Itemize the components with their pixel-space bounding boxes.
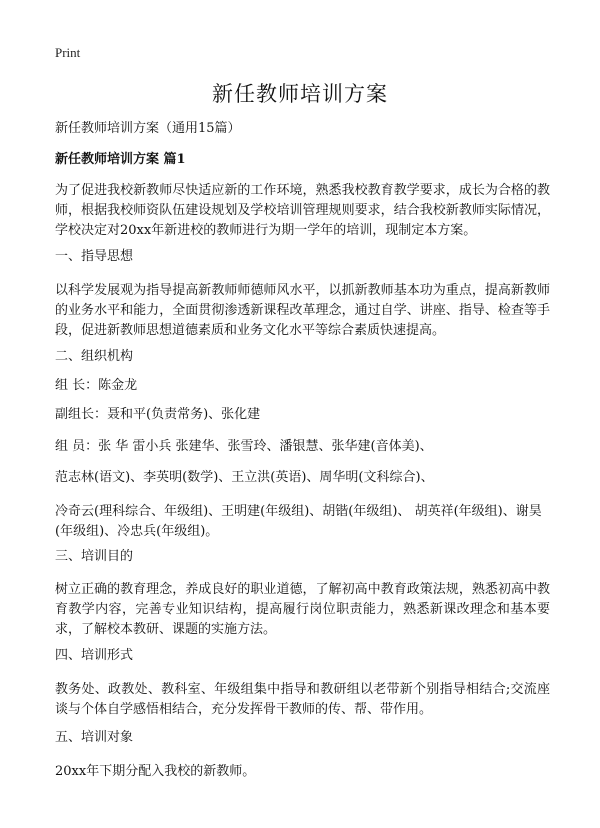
- heading-training-target: 五、培训对象: [55, 730, 134, 745]
- page-title: 新任教师培训方案: [212, 82, 388, 106]
- heading-training-format: 四、培训形式: [55, 648, 134, 663]
- vice-group-leader: 副组长：聂和平(负责常务)、张化建: [55, 407, 261, 422]
- training-purpose-paragraph: 树立正确的教育理念，养成良好的职业道德，了解初高中教育政策法规，熟悉初高中教育教学内容，完善专业知识结构，提高履行岗位职责能力，熟悉新课改理念和基本要求，了解校本教研、课题的实施方法。: [55, 582, 550, 637]
- guiding-ideology-paragraph: 以科学发展观为指导提高新教师师德师风水平，以抓新教师基本功为重点，提高新教师的业务水平和能力，全面贯彻渗透新课程改革理念，通过自学、讲座、指导、检查等手段，促进新教师思想道德素质和业务文化水平等综合素质快速提高。: [55, 283, 550, 338]
- training-format-paragraph: 教务处、政教处、教科室、年级组集中指导和教研组以老带新个别指导相结合;交流座谈与个体自学感悟相结合，充分发挥骨干教师的传、帮、带作用。: [55, 682, 550, 717]
- group-leader: 组 长：陈金龙: [55, 378, 138, 393]
- document-subtitle: 新任教师培训方案（通用15篇）: [55, 121, 241, 136]
- group-members-line-1: 组 员：张 华 雷小兵 张建华、张雪玲、潘银慧、张华建(音体美)、: [55, 439, 433, 454]
- heading-training-purpose: 三、培训目的: [55, 549, 134, 564]
- group-members-line-2: 范志林(语文)、李英明(数学)、王立洪(英语)、周华明(文科综合)、: [55, 470, 434, 485]
- training-target-paragraph: 20xx年下期分配入我校的新教师。: [55, 764, 256, 779]
- heading-organization: 二、组织机构: [55, 349, 134, 364]
- intro-paragraph: 为了促进我校新教师尽快适应新的工作环境，熟悉我校教育教学要求，成长为合格的教师，根据我校师资队伍建设规划及学校培训管理规则要求，结合我校新教师实际情况，学校决定对20xx年新进校的教师进行为期一学年的培训，现制定本方案。: [55, 183, 550, 238]
- heading-guiding-ideology: 一、指导思想: [55, 249, 134, 264]
- print-link[interactable]: Print: [55, 45, 81, 60]
- group-members-line-3: 冷奇云(理科综合、年级组)、王明建(年级组)、胡锴(年级组)、 胡英祥(年级组)、谢昊(年级组)、冷忠兵(年级组)。: [55, 504, 542, 539]
- section-title: 新任教师培训方案 篇1: [55, 152, 186, 167]
